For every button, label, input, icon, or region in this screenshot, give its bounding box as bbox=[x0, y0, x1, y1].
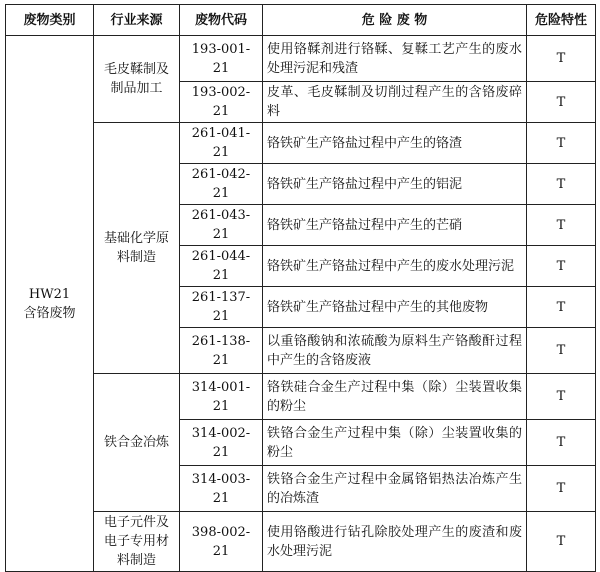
waste-code: 314-002-21 bbox=[180, 420, 263, 466]
header-category: 废物类别 bbox=[6, 5, 94, 36]
waste-description: 铬铁矿生产铬盐过程中产生的铬渣 bbox=[263, 123, 527, 164]
waste-description: 铬铁矿生产铬盐过程中产生的其他废物 bbox=[263, 287, 527, 328]
waste-description: 铁铬合金生产过程中金属铬铝热法冶炼产生的冶炼渣 bbox=[263, 466, 527, 512]
waste-code: 193-001-21 bbox=[180, 36, 263, 82]
waste-code: 261-137-21 bbox=[180, 287, 263, 328]
source-cell: 毛皮鞣制及制品加工 bbox=[94, 36, 180, 123]
waste-description: 铁铬合金生产过程中集（除）尘装置收集的粉尘 bbox=[263, 420, 527, 466]
header-row bbox=[6, 5, 596, 36]
waste-code: 193-002-21 bbox=[180, 82, 263, 123]
hazard-property: T bbox=[527, 287, 596, 328]
hazard-property: T bbox=[527, 466, 596, 512]
hazard-property: T bbox=[527, 420, 596, 466]
header-code: 废物代码 bbox=[180, 5, 263, 36]
category-cell bbox=[6, 36, 94, 572]
hazard-property: T bbox=[527, 82, 596, 123]
waste-code: 261-043-21 bbox=[180, 205, 263, 246]
waste-description: 铬铁硅合金生产过程中集（除）尘装置收集的粉尘 bbox=[263, 374, 527, 420]
hazard-property: T bbox=[527, 374, 596, 420]
waste-code: 314-003-21 bbox=[180, 466, 263, 512]
header-waste: 危 险 废 物 bbox=[263, 5, 527, 36]
header-property: 危险特性 bbox=[527, 5, 596, 36]
hazard-property: T bbox=[527, 246, 596, 287]
hazard-property: T bbox=[527, 36, 596, 82]
category-code: HW21 bbox=[28, 286, 71, 302]
source-cell: 基础化学原料制造 bbox=[94, 123, 180, 374]
table-row bbox=[6, 123, 596, 164]
source-cell: 电子元件及电子专用材料制造 bbox=[94, 512, 180, 572]
hazard-property: T bbox=[527, 512, 596, 572]
waste-description: 皮革、毛皮鞣制及切削过程产生的含铬废碎料 bbox=[263, 82, 527, 123]
waste-description: 铬铁矿生产铬盐过程中产生的铝泥 bbox=[263, 164, 527, 205]
table-row bbox=[6, 512, 596, 572]
hazard-property: T bbox=[527, 123, 596, 164]
category-name: 含铬废物 bbox=[23, 305, 76, 321]
table-row bbox=[6, 374, 596, 420]
table-row bbox=[6, 36, 596, 82]
source-cell: 铁合金冶炼 bbox=[94, 374, 180, 512]
hazardous-waste-table bbox=[5, 4, 596, 572]
waste-description: 以重铬酸钠和浓硫酸为原料生产铬酸酐过程中产生的含铬废液 bbox=[263, 328, 527, 374]
table-container bbox=[5, 4, 596, 572]
hazard-property: T bbox=[527, 205, 596, 246]
waste-code: 398-002-21 bbox=[180, 512, 263, 572]
waste-code: 261-138-21 bbox=[180, 328, 263, 374]
waste-description: 铬铁矿生产铬盐过程中产生的废水处理污泥 bbox=[263, 246, 527, 287]
waste-code: 261-044-21 bbox=[180, 246, 263, 287]
waste-description: 使用铬酸进行钻孔除胶处理产生的废渣和废水处理污泥 bbox=[263, 512, 527, 572]
waste-description: 铬铁矿生产铬盐过程中产生的芒硝 bbox=[263, 205, 527, 246]
hazard-property: T bbox=[527, 164, 596, 205]
waste-code: 314-001-21 bbox=[180, 374, 263, 420]
header-source: 行业来源 bbox=[94, 5, 180, 36]
waste-code: 261-041-21 bbox=[180, 123, 263, 164]
waste-code: 261-042-21 bbox=[180, 164, 263, 205]
hazard-property: T bbox=[527, 328, 596, 374]
waste-description: 使用铬鞣剂进行铬鞣、复鞣工艺产生的废水处理污泥和残渣 bbox=[263, 36, 527, 82]
